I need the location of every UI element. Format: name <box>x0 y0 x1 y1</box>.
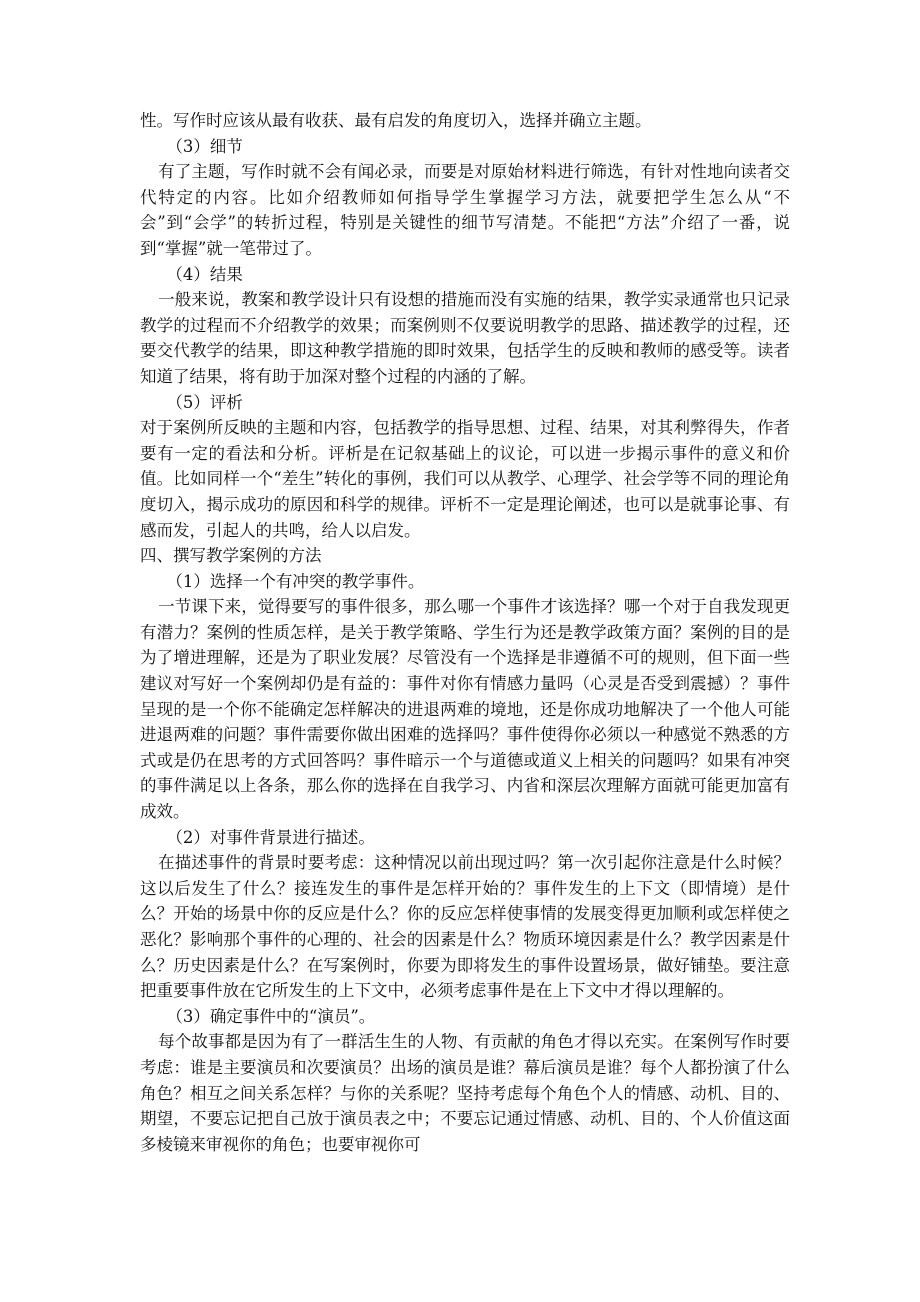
step1-paragraph: 一节课下来，觉得要写的事件很多，那么哪一个事件才该选择？哪一个对于自我发现更有潜力？案例的性质怎样，是关于教学策略、学生行为还是教学政策方面？案例的目的是为了增进理解，还是为了职业发展？尽管没有一个选择是非遵循不可的规则，但下面一些建议对写好一个案例却仍是有益的：事件对你有情感力量吗（心灵是否受到震撼）？事件呈现的是一个你不能确定怎样解决的进退两难的境地，还是你成功地解决了一个他人可能进退两难的问题？事件需要你做出困难的选择吗？事件使得你必须以一种感觉不熟悉的方式或是仍在思考的方式回答吗？事件暗示一个与道德或道义上相关的问题吗？如果有冲突的事件满足以上各条，那么你的选择在自我学习、内省和深层次理解方面就可能更加富有成效。 <box>140 597 790 822</box>
heading-result: （4）结果 <box>166 264 243 284</box>
heading-step1: （1）选择一个有冲突的教学事件。 <box>166 571 425 591</box>
section-heading-method: 四、撰写教学案例的方法 <box>140 546 322 566</box>
step3-paragraph: 每个故事都是因为有了一群活生生的人物、有贡献的角色才得以充实。在案例写作时要考虑：谁是主要演员和次要演员？出场的演员是谁？幕后演员是谁？每个人都扮演了什么角色？相互之间关系怎样？与你的关系呢？坚持考虑每个角色个人的情感、动机、目的、期望，不要忘记把自己放于演员表之中；不要忘记通过情感、动机、目的、个人价值这面多棱镜来审视你的角色；也要审视你可 <box>140 1032 790 1154</box>
heading-detail: （3）细节 <box>166 136 243 156</box>
detail-paragraph: 有了主题，写作时就不会有闻必录，而要是对原始材料进行筛选，有针对性地向读者交代特定的内容。比如介绍教师如何指导学生掌握学习方法，就要把学生怎么从“不会”到“会学”的转折过程，特别是关键性的细节写清楚。不能把“方法”介绍了一番，说到“掌握”就一笔带过了。 <box>140 162 790 258</box>
heading-comment: （5）评析 <box>166 392 243 412</box>
comment-paragraph: 对于案例所反映的主题和内容，包括教学的指导思想、过程、结果，对其利弊得失，作者要有一定的看法和分析。评析是在记叙基础上的议论，可以进一步揭示事件的意义和价值。比如同样一个“差生”转化的事例，我们可以从教学、心理学、社会学等不同的理论角度切入，揭示成功的原因和科学的规律。评析不一定是理论阐述，也可以是就事论事、有感而发，引起人的共鸣，给人以启发。 <box>140 418 790 540</box>
heading-step3: （3）确定事件中的“演员”。 <box>166 1006 376 1026</box>
result-paragraph: 一般来说，教案和教学设计只有设想的措施而没有实施的结果，教学实录通常也只记录教学的过程而不介绍教学的效果；而案例则不仅要说明教学的思路、描述教学的过程，还要交代教学的结果，即这种教学措施的即时效果，包括学生的反映和教师的感受等。读者知道了结果，将有助于加深对整个过程的内涵的了解。 <box>140 290 790 386</box>
document-page <box>140 108 790 1157</box>
heading-step2: （2）对事件背景进行描述。 <box>166 827 375 847</box>
intro-paragraph-end: 性。写作时应该从最有收获、最有启发的角度切入，选择并确立主题。 <box>140 111 652 130</box>
step2-paragraph: 在描述事件的背景时要考虑：这种情况以前出现过吗？第一次引起你注意是什么时候？这以后发生了什么？接连发生的事件是怎样开始的？事件发生的上下文（即情境）是什么？开始的场景中你的反应是什么？你的反应怎样使事情的发展变得更加顺利或怎样使之恶化？影响那个事件的心理的、社会的因素是什么？物质环境因素是什么？教学因素是什么？历史因素是什么？在写案例时，你要为即将发生的事件设置场景，做好铺垫。要注意把重要事件放在它所发生的上下文中，必须考虑事件是在上下文中才得以理解的。 <box>140 853 790 1001</box>
